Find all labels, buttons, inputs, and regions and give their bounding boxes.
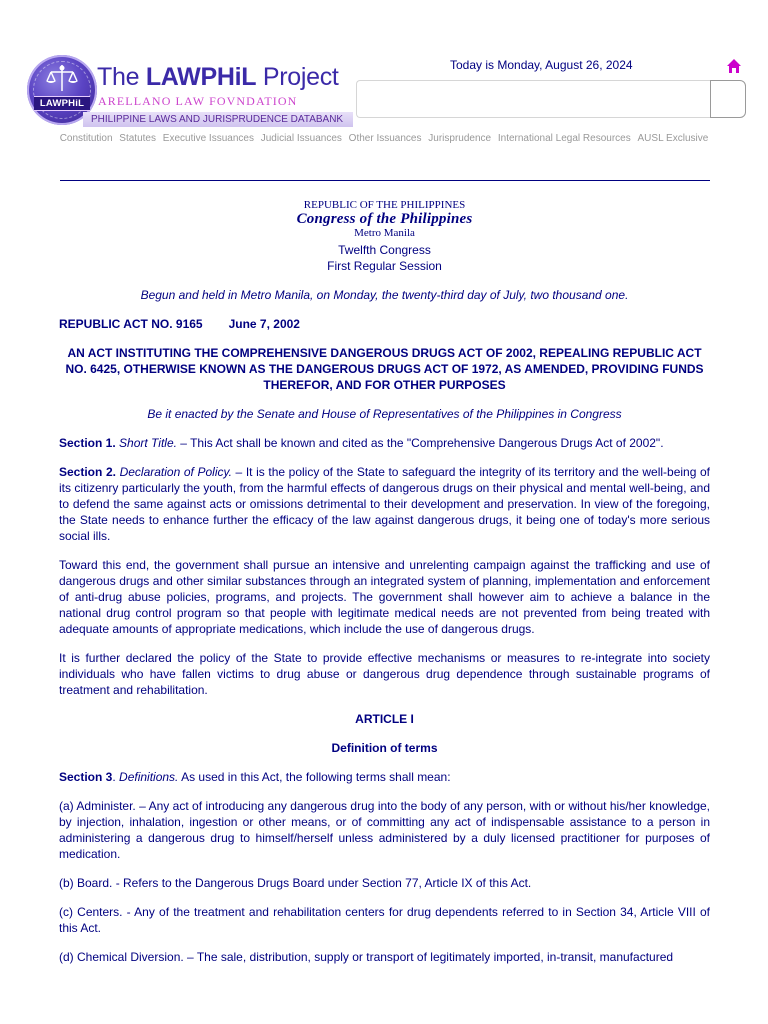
section-2-title: Declaration of Policy. bbox=[119, 465, 232, 479]
republic-heading: REPUBLIC OF THE PHILIPPINES bbox=[303, 199, 466, 211]
site-header bbox=[0, 0, 768, 150]
section-1-label: Section 1. bbox=[59, 436, 116, 450]
nav-item-international-legal-resources[interactable]: International Legal Resources bbox=[497, 133, 631, 144]
site-subtitle: ARELLANO LAW FOVNDATION bbox=[98, 94, 298, 108]
site-title-tail: Project bbox=[256, 63, 339, 91]
nav-item-jurisprudence[interactable]: Jurisprudence bbox=[428, 133, 492, 144]
definition-b: (b) Board. - Refers to the Dangerous Drugs Board under Section 77, Article IX of this Act. bbox=[59, 876, 532, 890]
nav-item-executive-issuances[interactable]: Executive Issuances bbox=[162, 133, 254, 144]
nav-item-constitution[interactable]: Constitution bbox=[59, 133, 113, 144]
site-title-plain: The bbox=[97, 63, 146, 91]
today-date: Today is Monday, August 26, 2024 bbox=[450, 58, 633, 72]
article-title: Definition of terms bbox=[331, 741, 438, 755]
seal-text: LAWPHiL bbox=[39, 98, 85, 109]
justice-figure-icon bbox=[43, 63, 81, 93]
site-title bbox=[97, 63, 339, 92]
header-divider bbox=[60, 180, 710, 181]
search-input[interactable] bbox=[356, 80, 710, 118]
main-nav bbox=[0, 133, 768, 144]
nav-item-ausl-exclusive[interactable]: AUSL Exclusive bbox=[637, 133, 709, 144]
document-body bbox=[59, 199, 710, 965]
section-3-title: Definitions. bbox=[119, 770, 179, 784]
section-2 bbox=[59, 464, 710, 544]
section-3-text: As used in this Act, the following terms shall mean: bbox=[178, 770, 451, 784]
enacting-clause: Be it enacted by the Senate and House of Representatives of the Philippines in Congress bbox=[147, 407, 622, 421]
begun-statement: Begun and held in Metro Manila, on Monday, the twenty-third day of July, two thousand one. bbox=[140, 288, 629, 302]
nav-item-other-issuances[interactable]: Other Issuances bbox=[348, 133, 422, 144]
search-button[interactable] bbox=[710, 80, 746, 118]
congress-heading: Congress of the Philippines bbox=[296, 211, 473, 227]
section-2-paragraph-2: Toward this end, the government shall pursue an intensive and unrelenting campaign against the trafficking and use of dangerous drugs and other similar substances through an integrated system of planning, implementation and enforcement of anti-drug abuse policies, programs, and projects. The government shall however aim to achieve a balance in the national drug control program so that people with legitimate medical needs are not prevented from being treated with adequate amounts of appropriate medications, which include the use of dangerous drugs. bbox=[59, 558, 710, 636]
congress-number: Twelfth Congress bbox=[338, 243, 431, 257]
section-2-text: – It is the policy of the State to safeguard the integrity of its territory and the well-being of its citizenry particularly the youth, from the harmful effects of dangerous drugs on their physical and mental well-being, and to defend the same against acts or omissions detrimental to their development and preservation. In view of the foregoing, the State needs to enhance further the efficacy of the law against dangerous drugs, it being one of today's more serious social ills. bbox=[59, 465, 711, 543]
section-1-title: Short Title. bbox=[119, 436, 177, 450]
site-tagline: PHILIPPINE LAWS AND JURISPRUDENCE DATABANK bbox=[83, 112, 353, 127]
session-name: First Regular Session bbox=[327, 259, 442, 273]
nav-item-judicial-issuances[interactable]: Judicial Issuances bbox=[260, 133, 342, 144]
lawphil-logo[interactable] bbox=[27, 55, 353, 130]
city-heading: Metro Manila bbox=[354, 227, 415, 239]
section-2-label: Section 2. bbox=[59, 465, 116, 479]
article-heading: ARTICLE I bbox=[355, 712, 414, 726]
section-3-label: Section 3 bbox=[59, 770, 113, 784]
nav-item-statutes[interactable]: Statutes bbox=[119, 133, 156, 144]
section-1-text: – This Act shall be known and cited as the "Comprehensive Dangerous Drugs Act of 2002". bbox=[176, 436, 664, 450]
act-title: AN ACT INSTITUTING THE COMPREHENSIVE DANGEROUS DRUGS ACT OF 2002, REPEALING REPUBLIC ACT NO. 6425, OTHERWISE KNOWN AS THE DANGEROUS DRUGS ACT OF 1972, AS AMENDED, PROVIDING FUNDS THEREFOR, AND FOR OTHER PURPOSES bbox=[65, 346, 704, 392]
republic-act-number: REPUBLIC ACT NO. 9165 bbox=[59, 317, 203, 331]
definition-a: (a) Administer. – Any act of introducing any dangerous drug into the body of any person, with or without his/her knowledge, by injection, inhalation, ingestion or other means, or of committing any act of indispensable assistance to a person in administering a dangerous drug to himself/herself unless administered by a duly licensed practitioner for purposes of medication. bbox=[59, 799, 710, 861]
definition-d: (d) Chemical Diversion. – The sale, distribution, supply or transport of legitimately imported, in-transit, manufactured bbox=[59, 950, 674, 964]
section-2-paragraph-3: It is further declared the policy of the State to provide effective mechanisms or measures to re-integrate into society individuals who have fallen victims to drug abuse or dangerous drug dependence through sustainable programs of treatment and rehabilitation. bbox=[59, 651, 710, 697]
definition-c: (c) Centers. - Any of the treatment and rehabilitation centers for drug dependents referred to in Section 34, Article VIII of this Act. bbox=[59, 905, 710, 935]
section-3: Section 3. Definitions. As used in this Act, the following terms shall mean: bbox=[59, 770, 451, 784]
republic-act-line bbox=[59, 316, 710, 332]
home-icon[interactable] bbox=[726, 58, 742, 74]
republic-act-date: June 7, 2002 bbox=[228, 317, 300, 331]
section-1 bbox=[59, 435, 710, 451]
site-title-bold: LAWPHiL bbox=[145, 63, 257, 91]
